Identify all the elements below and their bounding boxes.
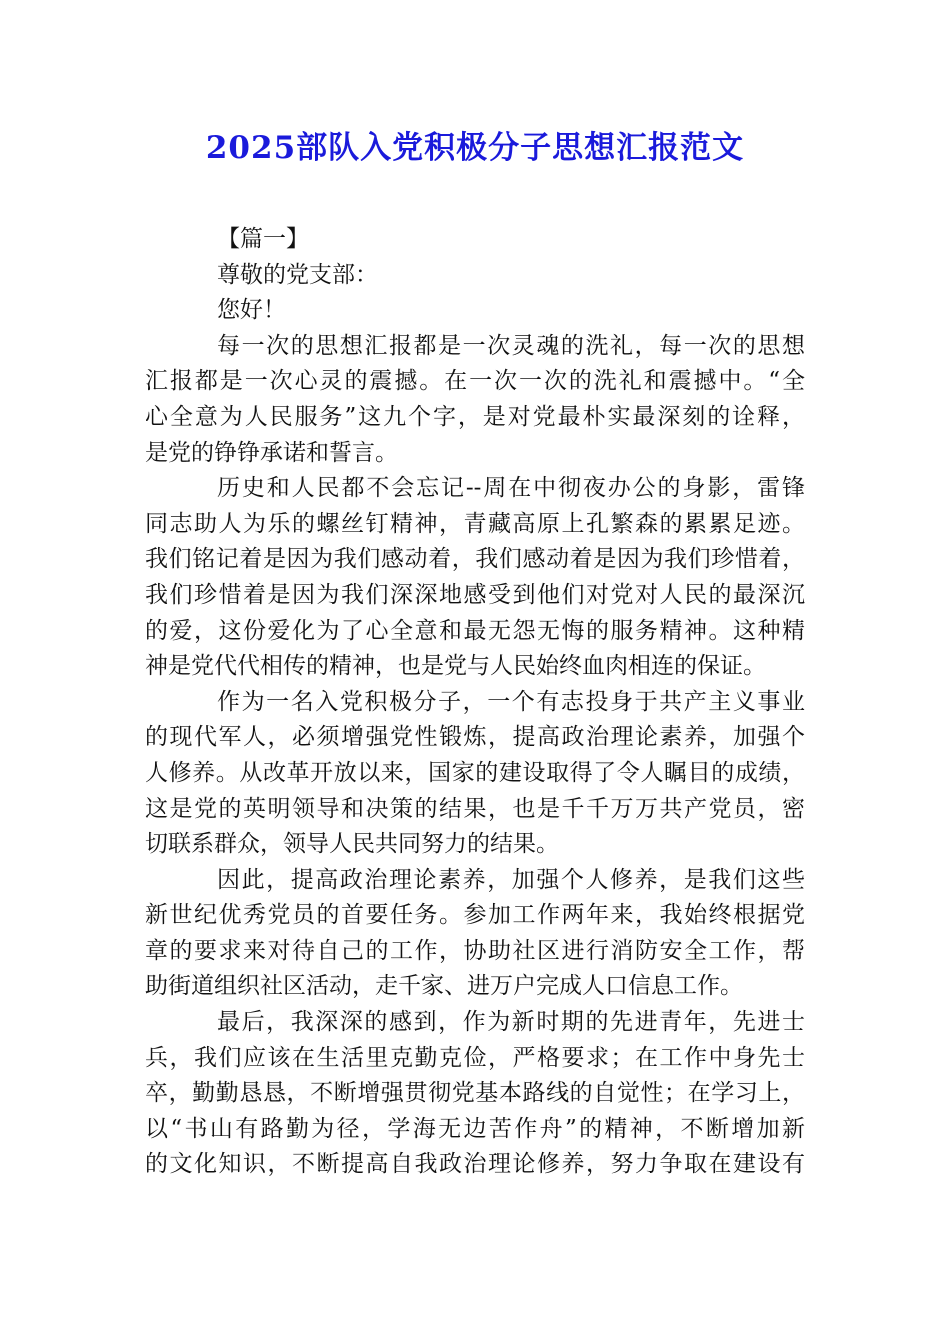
text-line: 我们珍惜着是因为我们深深地感受到他们对党对人民的最深沉 [145,581,805,608]
text-line: 这是党的英明领导和决策的结果，也是千千万万共产党员，密 [145,795,805,822]
document-body [145,222,805,1183]
text-line: 最后，我深深的感到，作为新时期的先进青年，先进士 [217,1009,805,1036]
text-line: 的爱，这份爱化为了心全意和最无怨无悔的服务精神。这种精 [145,617,805,644]
text-line: 以“书山有路勤为径，学海无边苦作舟”的精神，不断增加新 [145,1115,805,1142]
text-line: 您好！ [217,297,286,324]
text-line: 作为一名入党积极分子，一个有志投身于共产主义事业 [217,688,805,715]
text-line: 心全意为人民服务”这九个字，是对党最朴实最深刻的诠释， [145,403,805,430]
text-line: 人修养。从改革开放以来，国家的建设取得了令人瞩目的成绩， [145,759,805,786]
text-line: 是党的铮铮承诺和誓言。 [145,439,398,466]
text-line: 【篇一】 [217,226,309,252]
text-line: 新世纪优秀党员的首要任务。参加工作两年来，我始终根据党 [145,902,805,929]
text-line: 卒，勤勤恳恳，不断增强贯彻党基本路线的自觉性；在学习上， [145,1080,805,1107]
text-line: 汇报都是一次心灵的震撼。在一次一次的洗礼和震撼中。“全 [145,368,805,395]
text-line: 历史和人民都不会忘记--周在中彻夜办公的身影，雷锋 [217,475,805,502]
document-title: 2025部队入党积极分子思想汇报范文 [205,130,745,166]
text-line: 尊敬的党支部： [217,261,378,288]
text-line: 因此，提高政治理论素养，加强个人修养，是我们这些 [217,866,805,893]
text-line: 我们铭记着是因为我们感动着，我们感动着是因为我们珍惜着， [145,546,805,573]
text-line: 同志助人为乐的螺丝钉精神，青藏高原上孔繁森的累累足迹。 [145,510,805,537]
text-line: 兵，我们应该在生活里克勤克俭，严格要求；在工作中身先士 [145,1044,805,1071]
text-line: 每一次的思想汇报都是一次灵魂的洗礼，每一次的思想 [217,332,805,359]
text-line: 的现代军人，必须增强党性锻炼，提高政治理论素养，加强个 [145,724,805,751]
text-line: 助街道组织社区活动，走千家、进万户完成人口信息工作。 [145,973,743,1000]
text-line: 切联系群众，领导人民共同努力的结果。 [145,831,559,858]
text-line: 章的要求来对待自己的工作，协助社区进行消防安全工作，帮 [145,937,805,964]
text-line: 的文化知识，不断提高自我政治理论修养，努力争取在建设有 [145,1151,805,1178]
text-line: 神是党代代相传的精神，也是党与人民始终血肉相连的保证。 [145,653,766,680]
